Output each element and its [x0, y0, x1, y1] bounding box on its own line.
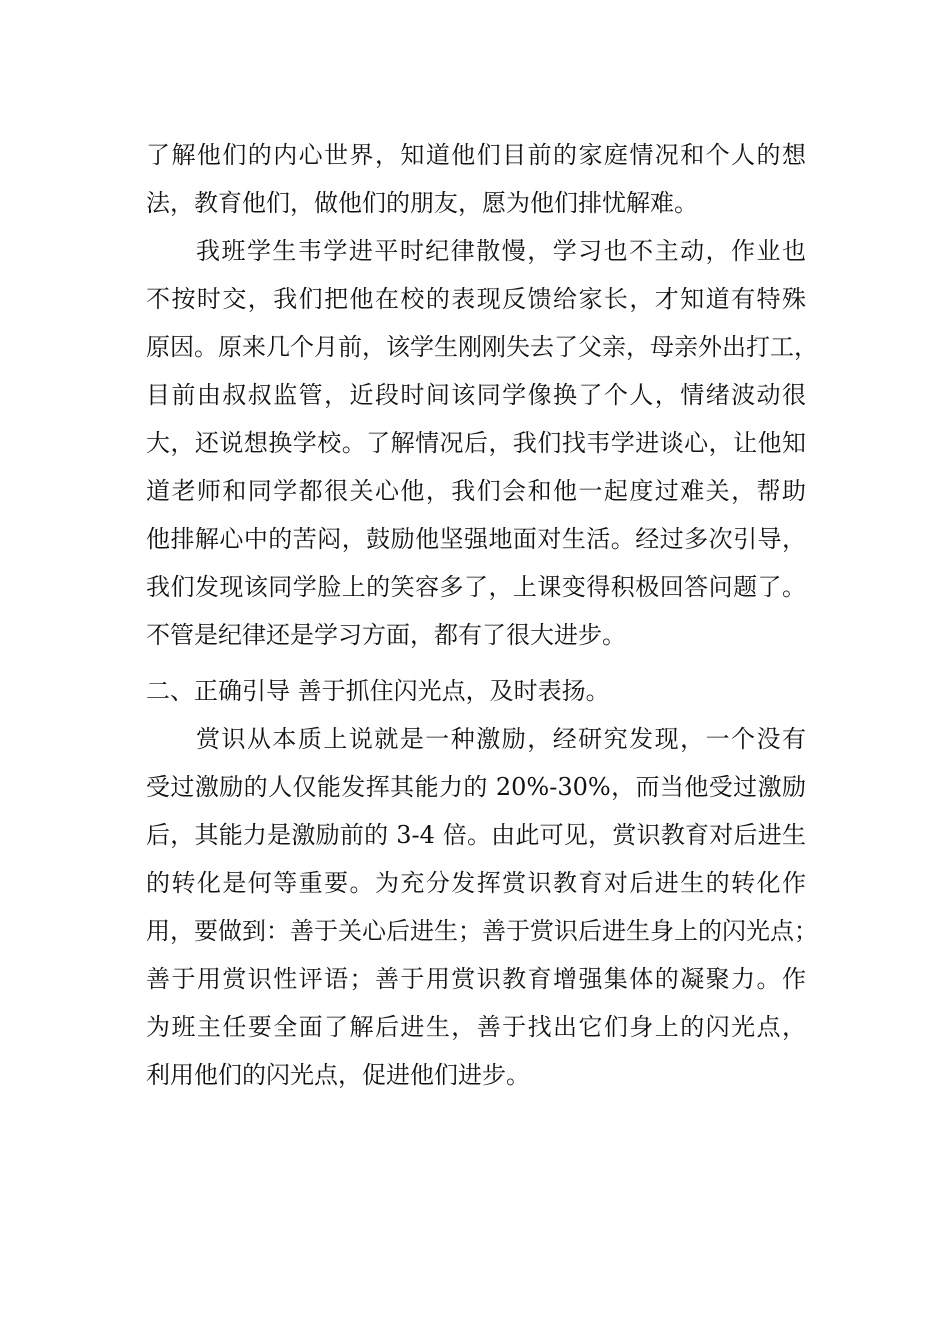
- paragraph-1-line-1: 了解他们的内心世界，知道他们目前的家庭情况和个人的想: [146, 141, 806, 169]
- paragraph-2-line-4: 目前由叔叔监管，近段时间该同学像换了个人，情绪波动很: [146, 381, 806, 409]
- paragraph-4-line-7: 为班主任要全面了解后进生，善于找出它们身上的闪光点，: [146, 1013, 806, 1041]
- paragraph-2-line-1: 我班学生韦学进平时纪律散慢，学习也不主动，作业也: [196, 237, 806, 265]
- section-heading: 二、正确引导 善于抓住闪光点，及时表扬。: [146, 677, 610, 705]
- paragraph-4-line-3: 后，其能力是激励前的 3-4 倍。由此可见，赏识教育对后进生: [146, 821, 806, 849]
- paragraph-4-line-5: 用，要做到：善于关心后进生；善于赏识后进生身上的闪光点；: [146, 917, 818, 945]
- paragraph-2-line-6: 道老师和同学都很关心他，我们会和他一起度过难关，帮助: [146, 477, 806, 505]
- paragraph-2-line-9: 不管是纪律还是学习方面，都有了很大进步。: [146, 621, 626, 649]
- paragraph-2-line-8: 我们发现该同学脸上的笑容多了，上课变得积极回答问题了。: [146, 573, 806, 601]
- paragraph-2-line-3: 原因。原来几个月前，该学生刚刚失去了父亲，母亲外出打工，: [146, 333, 818, 361]
- paragraph-4-line-8: 利用他们的闪光点，促进他们进步。: [146, 1061, 530, 1089]
- paragraph-4-line-2: 受过激励的人仅能发挥其能力的 20%-30%，而当他受过激励: [146, 773, 806, 801]
- paragraph-2-line-7: 他排解心中的苦闷，鼓励他坚强地面对生活。经过多次引导，: [146, 525, 806, 553]
- section-spacer: [146, 659, 806, 667]
- paragraph-2-line-5: 大，还说想换学校。了解情况后，我们找韦学进谈心，让他知: [146, 429, 806, 457]
- paragraph-4-line-6: 善于用赏识性评语；善于用赏识教育增强集体的凝聚力。作: [146, 965, 806, 993]
- paragraph-4-line-1: 赏识从本质上说就是一种激励，经研究发现，一个没有: [196, 725, 806, 753]
- paragraph-4-line-4: 的转化是何等重要。为充分发挥赏识教育对后进生的转化作: [146, 869, 806, 897]
- paragraph-1-line-2: 法，教育他们，做他们的朋友，愿为他们排忧解难。: [146, 189, 698, 217]
- document-body: [146, 131, 818, 1099]
- paragraph-2-line-2: 不按时交，我们把他在校的表现反馈给家长，才知道有特殊: [146, 285, 806, 313]
